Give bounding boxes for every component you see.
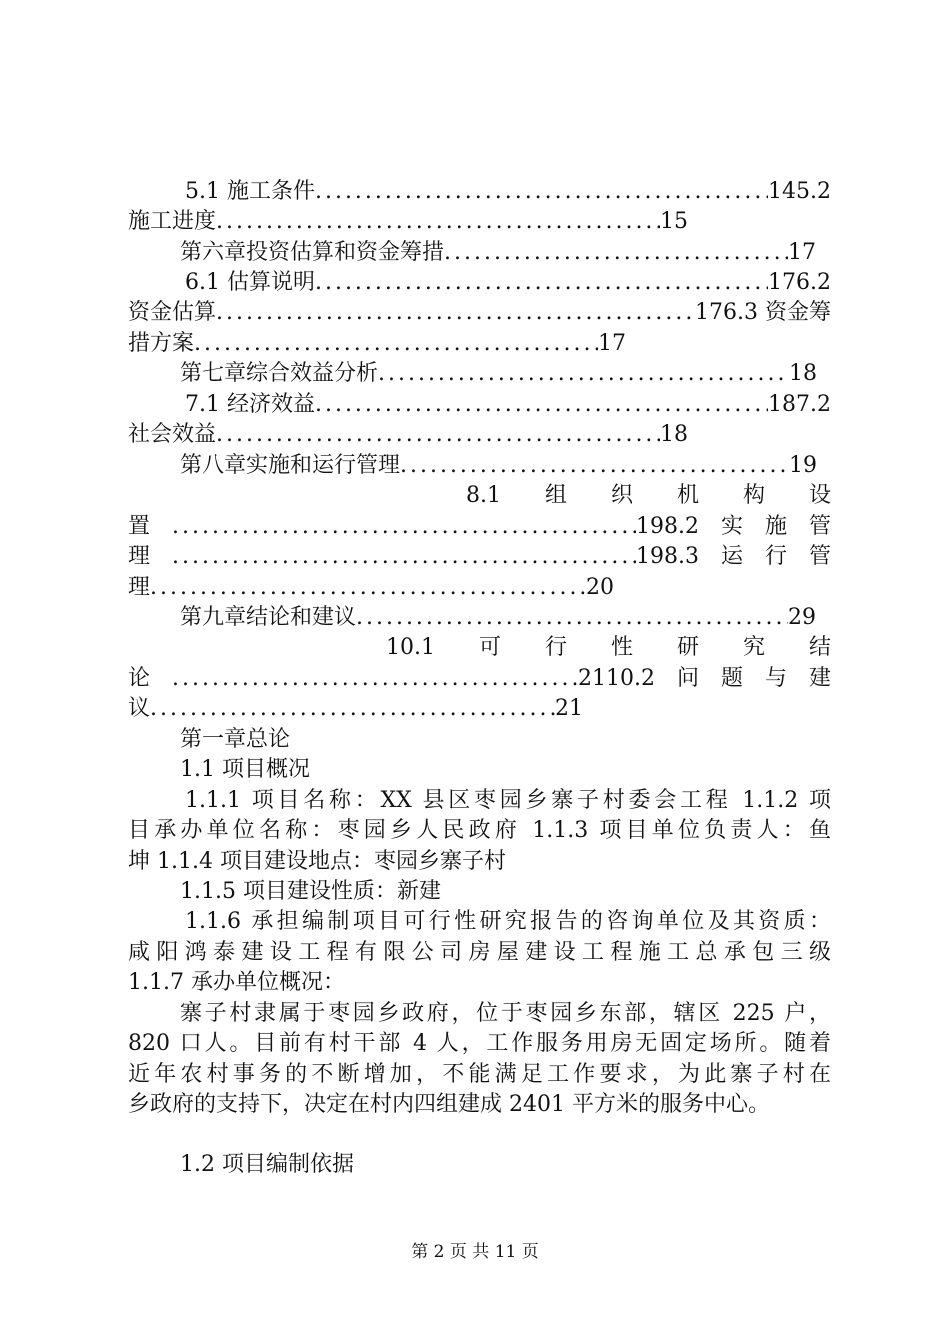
toc-page: 145.2 — [768, 179, 831, 204]
toc-line — [185, 390, 831, 420]
toc-label: 论 — [128, 666, 151, 691]
toc-line: 10.1 可 行 性 研 究 结 — [386, 635, 831, 660]
paragraph-line: 1.1.1 项目名称：XX 县区枣园乡寨子村委会工程 1.1.2 项 — [185, 788, 831, 813]
chapter-heading: 第一章总论 — [180, 727, 291, 752]
toc-label: 置 — [128, 514, 151, 539]
toc-page: 17 — [598, 331, 626, 356]
toc-label: 施工进度 — [128, 209, 217, 234]
toc-page: 18 — [660, 422, 688, 447]
toc-page: 176.2 — [768, 270, 831, 295]
toc-label: 社会效益 — [128, 422, 217, 447]
toc-label: 措方案 — [128, 331, 195, 356]
toc-line — [128, 329, 626, 359]
toc-line — [128, 694, 583, 724]
paragraph-line: 目承办单位名称：枣园乡人民政府 1.1.3 项目单位负责人：鱼 — [128, 818, 831, 843]
toc-leader — [444, 238, 788, 268]
toc-leader — [356, 603, 788, 633]
toc-line: 8.1 组 织 机 构 设 — [466, 483, 831, 508]
paragraph-line: 820 口人。目前有村干部 4 人，工作服务用房无固定场所。随着 — [128, 1031, 831, 1056]
paragraph-line: 1.1.5 项目建设性质：新建 — [180, 879, 441, 904]
toc-label: 5.1 施工条件 — [185, 179, 315, 204]
toc-leader — [315, 390, 768, 420]
toc-label: 资金估算 — [128, 300, 217, 325]
toc-leader — [150, 573, 586, 603]
toc-page: 2110.2 问 题 与 建 — [578, 666, 831, 691]
toc-line — [180, 359, 817, 389]
toc-line — [185, 177, 831, 207]
toc-page: 15 — [660, 209, 688, 234]
toc-page: 29 — [788, 605, 816, 630]
paragraph-line: 坤 1.1.4 项目建设地点：枣园乡寨子村 — [128, 849, 506, 874]
toc-leader — [172, 664, 578, 694]
toc-page: 198.3 运 行 管 — [636, 544, 831, 569]
toc-leader — [172, 512, 636, 542]
paragraph-line: 近年农村事务的不断增加，不能满足工作要求，为此寨子村在 — [128, 1062, 831, 1087]
toc-line — [128, 512, 831, 542]
toc-label: 第九章结论和建议 — [180, 605, 357, 630]
section-heading: 1.2 项目编制依据 — [180, 1152, 354, 1177]
toc-page: 19 — [789, 453, 817, 478]
toc-leader — [216, 298, 695, 328]
toc-leader — [315, 268, 768, 298]
toc-label: 理 — [128, 575, 151, 600]
toc-line — [128, 542, 831, 572]
toc-line — [185, 268, 831, 298]
toc-page: 187.2 — [768, 392, 831, 417]
toc-label: 理 — [128, 544, 151, 569]
section-heading: 1.1 项目概况 — [180, 757, 310, 782]
toc-leader — [315, 177, 768, 207]
toc-line — [180, 238, 816, 268]
paragraph-line: 1.1.7 承办单位概况： — [128, 970, 345, 995]
toc-page: 21 — [555, 696, 583, 721]
toc-page: 17 — [788, 240, 816, 265]
toc-label: 第八章实施和运行管理 — [180, 453, 401, 478]
toc-page: 198.2 实 施 管 — [636, 514, 831, 539]
toc-label: 第七章综合效益分析 — [180, 361, 379, 386]
paragraph-line: 乡政府的支持下，决定在村内四组建成 2401 平方米的服务中心。 — [128, 1092, 770, 1117]
toc-line — [180, 603, 816, 633]
toc-leader — [194, 329, 598, 359]
paragraph-line: 1.1.6 承担编制项目可行性研究报告的咨询单位及其资质： — [185, 909, 831, 934]
toc-line — [128, 664, 831, 694]
paragraph-line: 咸阳鸿泰建设工程有限公司房屋建设工程施工总承包三级 — [128, 940, 831, 965]
toc-page: 18 — [789, 361, 817, 386]
toc-line — [128, 298, 831, 328]
toc-leader — [400, 451, 789, 481]
toc-leader — [216, 207, 660, 237]
toc-leader — [172, 542, 636, 572]
toc-page: 176.3 资金筹 — [695, 300, 831, 325]
toc-line — [128, 573, 614, 603]
toc-label: 7.1 经济效益 — [185, 392, 315, 417]
toc-line — [128, 207, 688, 237]
toc-leader — [378, 359, 789, 389]
paragraph-line: 寨子村隶属于枣园乡政府，位于枣园乡东部，辖区 225 户， — [180, 1001, 831, 1026]
toc-label: 议 — [128, 696, 151, 721]
toc-leader — [150, 694, 555, 724]
toc-page: 20 — [586, 575, 614, 600]
toc-label: 第六章投资估算和资金筹措 — [180, 240, 445, 265]
page-footer: 第 2 页 共 11 页 — [411, 1242, 539, 1262]
toc-line — [128, 420, 688, 450]
toc-line — [180, 451, 817, 481]
toc-leader — [216, 420, 660, 450]
toc-label: 6.1 估算说明 — [185, 270, 315, 295]
